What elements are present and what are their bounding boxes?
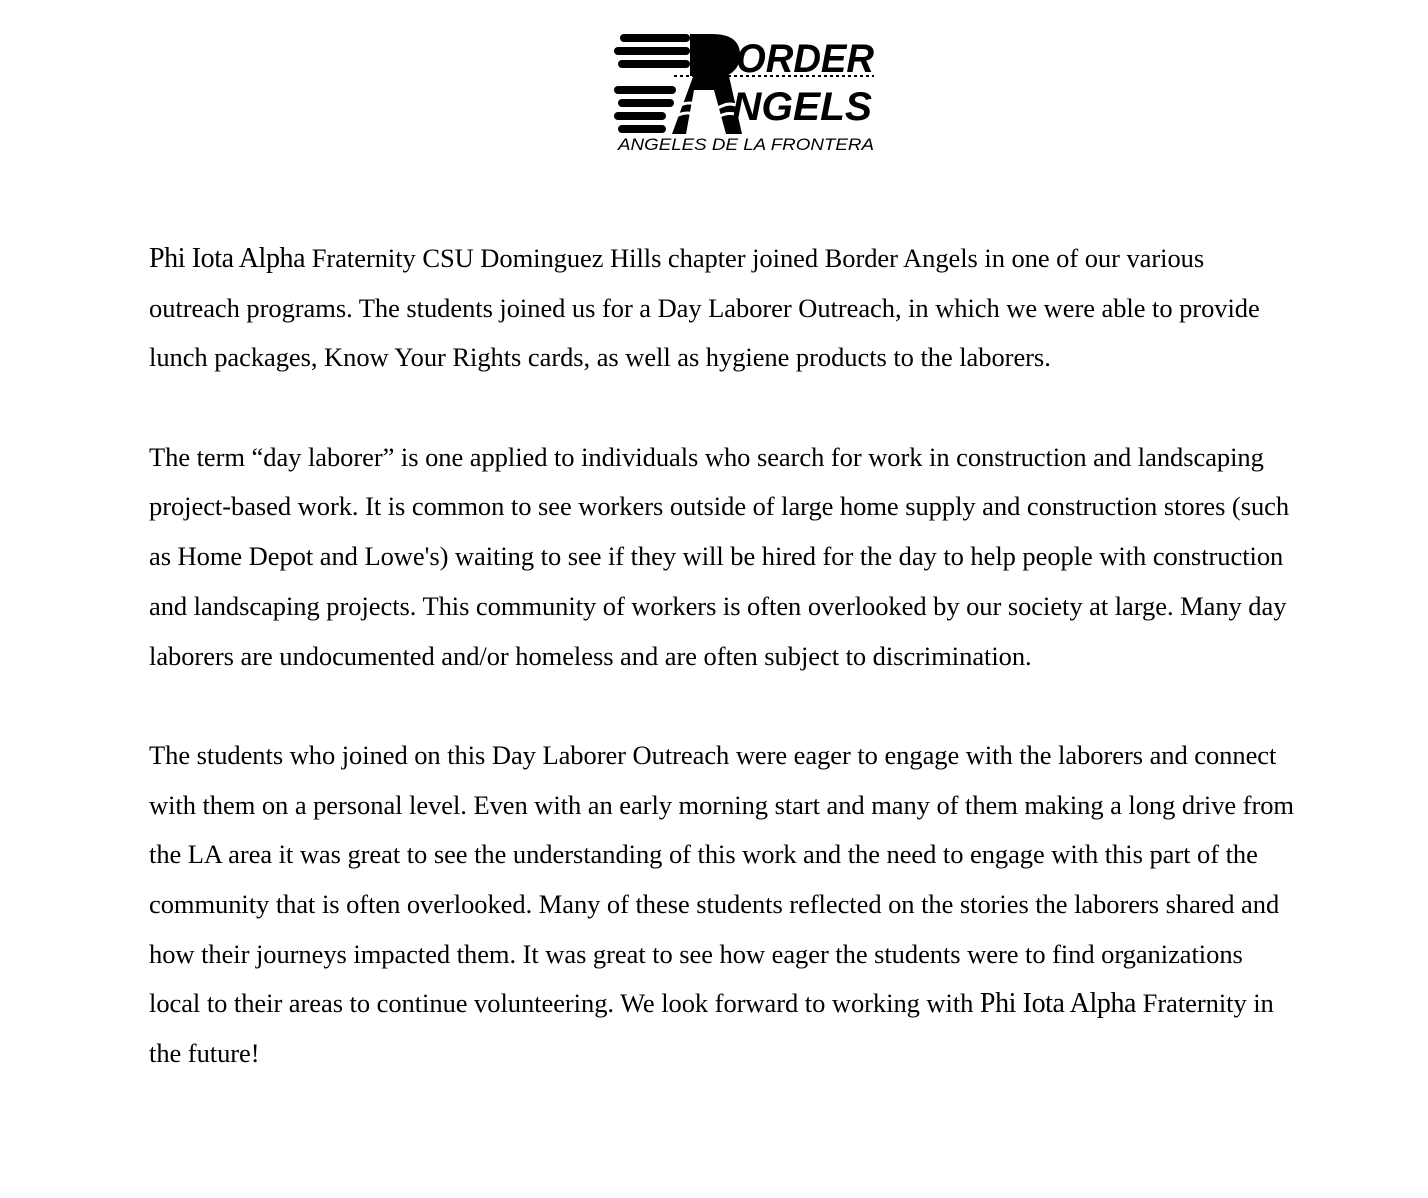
paragraph-definition: [149, 433, 1299, 682]
border-angels-logo: [612, 30, 878, 154]
logo-word-order: ORDER: [736, 37, 875, 81]
logo-word-angels: NGELS: [732, 85, 873, 129]
paragraph-tail: Fraternity in the future!: [149, 988, 1274, 1069]
paragraph-text: The students who joined on this Day Laborer Outreach were eager to engage with the laborers and connect with them on a personal level. Even with an early morning start and many of them making a long drive from the LA area it was great to see the understanding of this work and the need to engage with this part of the community that is often overlooked. Many of these students reflected on the stories the laborers shared and how their journeys impacted them. It was great to see how eager the students were to find organizations local to their areas to continue volunteering. We look forward to working with: [149, 739, 1294, 1019]
article-body: [149, 234, 1299, 1079]
paragraph-text: Fraternity CSU Dominguez Hills chapter joined Border Angels in one of our various outreach programs. The students joined us for a Day Laborer Outreach, in which we were able to provide lunch packages, Know Your Rights cards, as well as hygiene products to the laborers.: [149, 243, 1260, 373]
paragraph-closing: [149, 731, 1299, 1079]
org-name: Phi Iota Alpha: [979, 988, 1137, 1020]
org-name: Phi Iota Alpha: [149, 243, 306, 274]
paragraph-intro: [149, 234, 1299, 383]
paragraph-text: The term “day laborer” is one applied to individuals who search for work in construction and landscaping project-based work. It is common to see workers outside of large home supply and construction stores (such as Home Depot and Lowe's) waiting to see if they will be hired for the day to help people with construction and landscaping projects. This community of workers is often overlooked by our society at large. Many day laborers are undocumented and/or homeless and are often subject to discrimination.: [149, 441, 1290, 671]
logo-tagline: ANGELES DE LA FRONTERA: [616, 135, 874, 154]
